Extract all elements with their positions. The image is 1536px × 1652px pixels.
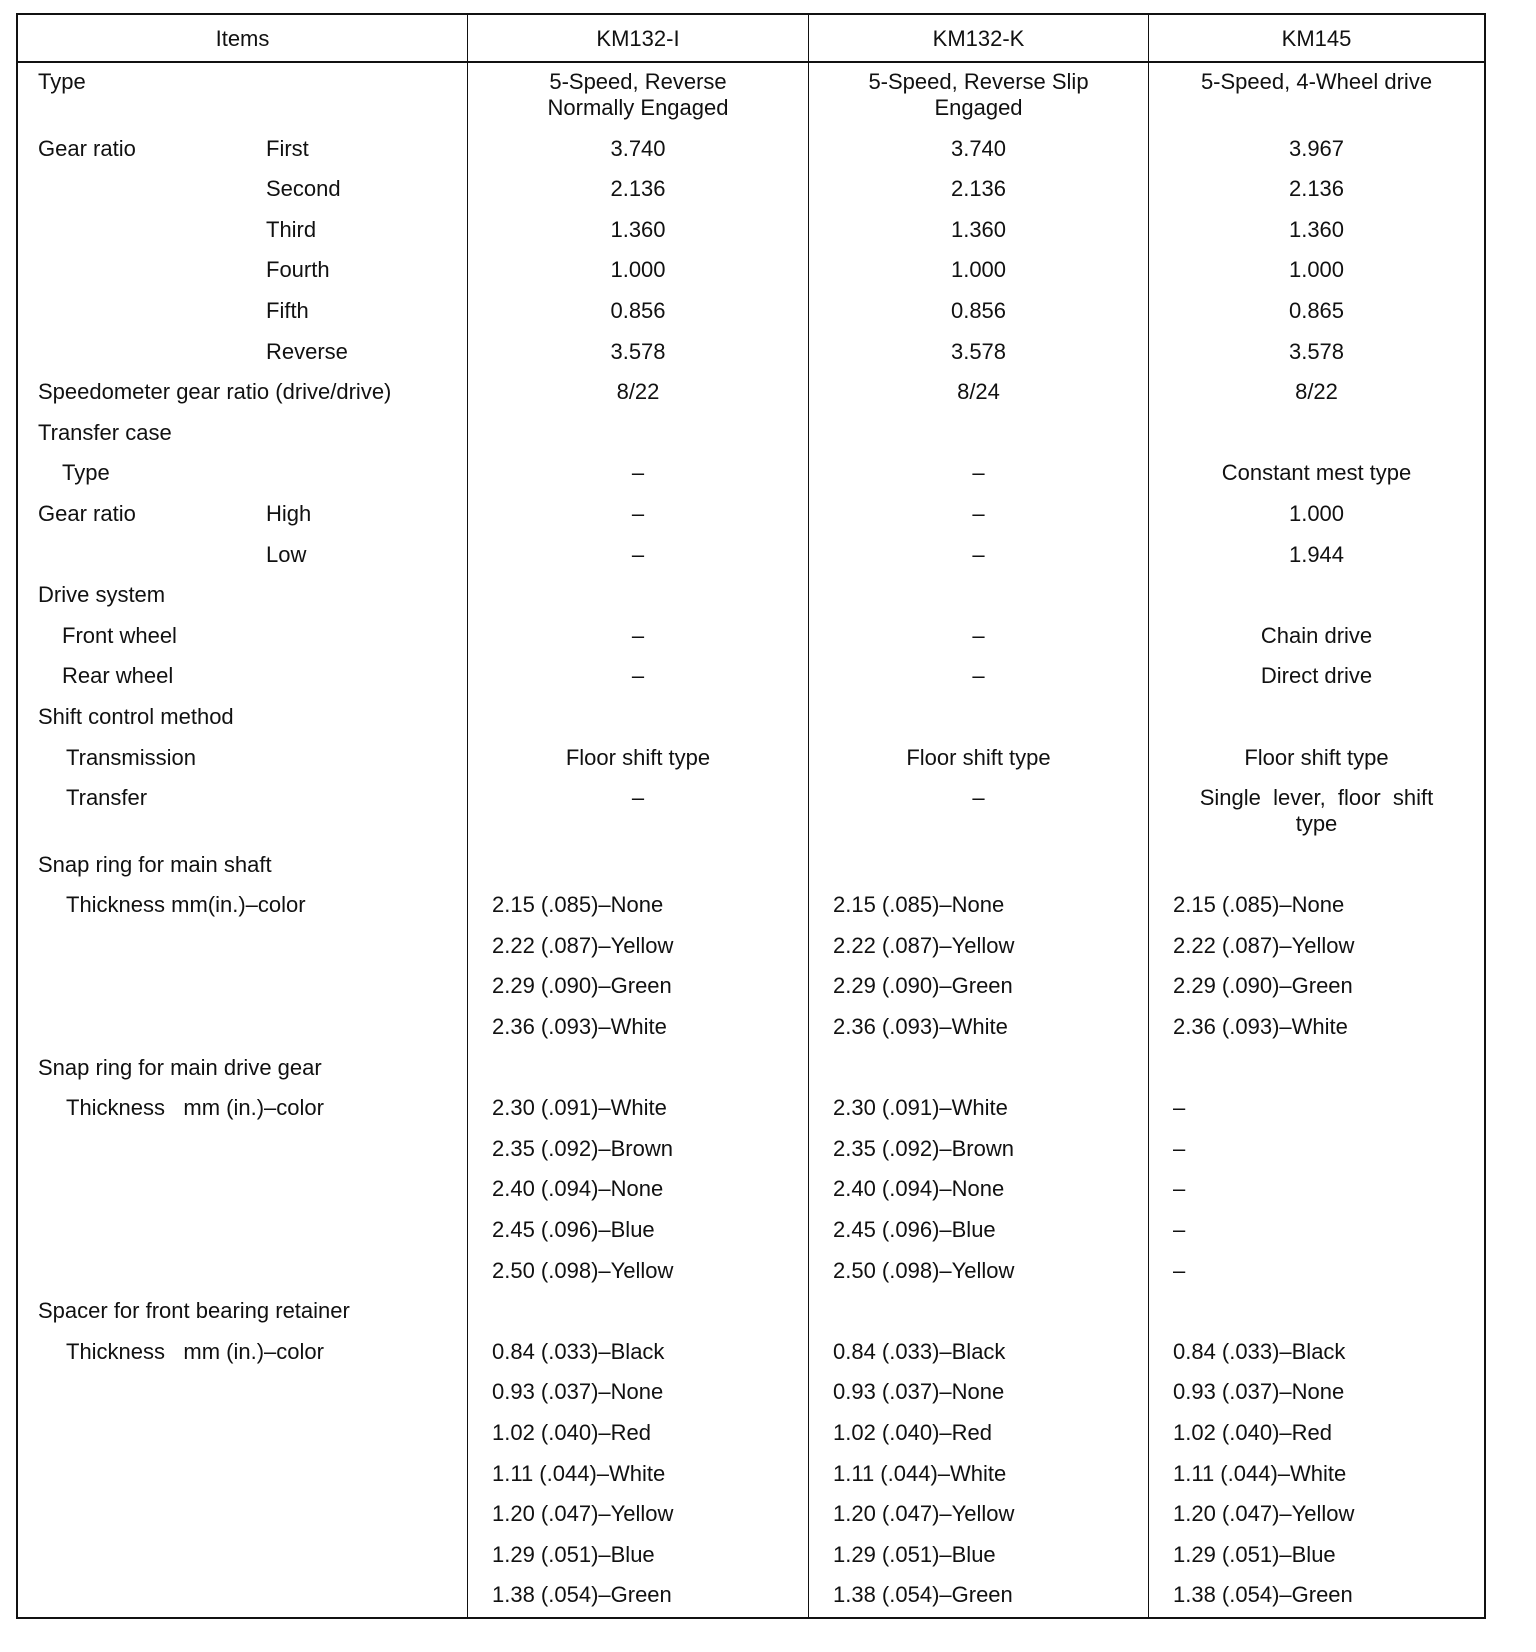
table-row <box>18 542 1484 583</box>
row-value: – <box>1173 1217 1186 1243</box>
row-value: 2.35 (.092)–Brown <box>833 1135 1014 1161</box>
row-label: Type <box>62 460 110 486</box>
row-value: 8/22 <box>1295 379 1338 405</box>
row-value: 3.967 <box>1288 135 1345 161</box>
row-sublabel: First <box>266 135 309 161</box>
row-value: – <box>1173 1257 1186 1283</box>
header-model-km132-i: KM132-I <box>596 26 680 51</box>
row-value: 1.360 <box>950 216 1007 242</box>
row-value: 1.360 <box>1288 216 1345 242</box>
row-value: – <box>631 500 645 526</box>
row-value: 1.11 (.044)–White <box>833 1460 1007 1486</box>
table-row <box>18 785 1484 852</box>
row-value: 1.20 (.047)–Yellow <box>833 1501 1015 1527</box>
row-value: 2.22 (.087)–Yellow <box>492 932 674 958</box>
row-label: Spacer for front bearing retainer <box>38 1298 350 1324</box>
row-value: 2.50 (.098)–Yellow <box>492 1257 674 1283</box>
row-value: 1.29 (.051)–Blue <box>492 1541 655 1567</box>
table-row <box>18 852 1484 893</box>
row-value: 2.22 (.087)–Yellow <box>1173 932 1355 958</box>
row-value: 1.38 (.054)–Green <box>1173 1582 1353 1608</box>
row-sublabel: Fourth <box>266 257 330 283</box>
row-value: 2.15 (.085)–None <box>833 892 1005 918</box>
row-value: 1.20 (.047)–Yellow <box>1173 1501 1355 1527</box>
row-value: 0.84 (.033)–Black <box>1173 1338 1346 1364</box>
row-value: 3.740 <box>610 135 666 161</box>
row-value: 1.000 <box>610 257 666 283</box>
table-row <box>18 704 1484 745</box>
row-value: 8/22 <box>616 379 660 405</box>
row-value: Constant mest type <box>1221 460 1412 486</box>
row-value: – <box>972 460 985 486</box>
row-label: Shift control method <box>38 703 234 729</box>
table-row <box>18 1461 1484 1502</box>
table-row <box>18 217 1484 258</box>
row-value: – <box>1173 1176 1186 1202</box>
row-value: 1.360 <box>610 216 666 242</box>
row-value: 0.93 (.037)–None <box>1173 1379 1345 1405</box>
table-row <box>18 973 1484 1014</box>
table-row <box>18 420 1484 461</box>
row-value: Floor shift type <box>1244 744 1389 770</box>
row-value: 2.29 (.090)–Green <box>833 973 1013 999</box>
row-value: 0.856 <box>610 297 666 323</box>
row-value: 2.45 (.096)–Blue <box>492 1217 655 1243</box>
table-row <box>18 1136 1484 1177</box>
row-label: Transmission <box>66 744 196 770</box>
row-value: Single lever, floor shift type <box>1199 785 1434 837</box>
row-value: Floor shift type <box>565 744 711 770</box>
row-value: 2.40 (.094)–None <box>492 1176 664 1202</box>
row-value: 1.000 <box>950 257 1007 283</box>
row-value: Direct drive <box>1260 663 1373 689</box>
row-value: Chain drive <box>1260 622 1373 648</box>
row-value: 2.36 (.093)–White <box>1173 1014 1348 1040</box>
row-value: 2.30 (.091)–White <box>833 1095 1008 1121</box>
row-sublabel: Low <box>266 541 307 567</box>
row-label: Gear ratio <box>38 135 136 161</box>
table-row <box>18 582 1484 623</box>
spec-table <box>16 13 1486 1619</box>
row-value: 8/24 <box>957 379 1000 405</box>
row-value: 2.29 (.090)–Green <box>1173 973 1353 999</box>
row-value: – <box>631 663 645 689</box>
row-sublabel: Reverse <box>266 338 348 364</box>
row-value: – <box>631 460 645 486</box>
row-label: Gear ratio <box>38 500 136 526</box>
row-value: 2.136 <box>1288 176 1345 202</box>
row-label: Transfer <box>66 785 148 811</box>
row-value: 2.22 (.087)–Yellow <box>833 932 1015 958</box>
row-value: 1.38 (.054)–Green <box>833 1582 1013 1608</box>
row-sublabel: Third <box>266 216 317 242</box>
table-row <box>18 136 1484 177</box>
row-value: 2.136 <box>610 176 666 202</box>
table-body <box>18 69 1484 1623</box>
row-sublabel: High <box>266 500 312 526</box>
table-header <box>18 15 1484 63</box>
table-row <box>18 1258 1484 1299</box>
table-row <box>18 176 1484 217</box>
row-label: Thickness mm (in.)–color <box>66 1095 324 1121</box>
row-label: Rear wheel <box>62 663 174 689</box>
row-value: 2.15 (.085)–None <box>492 892 664 918</box>
row-value: 1.11 (.044)–White <box>1173 1460 1347 1486</box>
row-sublabel: Fifth <box>266 297 309 323</box>
row-value: 5-Speed, Reverse Normally Engaged <box>547 69 729 120</box>
header-model-km132-k: KM132-K <box>932 26 1025 51</box>
row-value: – <box>1173 1135 1186 1161</box>
row-value: 1.11 (.044)–White <box>492 1460 666 1486</box>
table-row <box>18 1055 1484 1096</box>
table-row <box>18 1014 1484 1055</box>
table-row <box>18 745 1484 786</box>
table-row <box>18 1176 1484 1217</box>
table-row <box>18 460 1484 501</box>
table-row <box>18 298 1484 339</box>
row-value: 0.93 (.037)–None <box>833 1379 1005 1405</box>
table-row <box>18 1379 1484 1420</box>
row-value: 1.29 (.051)–Blue <box>1173 1541 1336 1567</box>
row-value: 1.000 <box>1288 500 1345 526</box>
row-value: 2.35 (.092)–Brown <box>492 1135 673 1161</box>
row-value: – <box>631 622 645 648</box>
row-value: – <box>972 622 985 648</box>
row-value: 1.38 (.054)–Green <box>492 1582 672 1608</box>
row-value: – <box>1173 1095 1186 1121</box>
row-sublabel: Second <box>266 176 341 202</box>
row-value: 0.93 (.037)–None <box>492 1379 664 1405</box>
row-value: – <box>972 500 985 526</box>
row-value: 2.50 (.098)–Yellow <box>833 1257 1015 1283</box>
row-value: – <box>972 541 985 567</box>
table-row <box>18 1095 1484 1136</box>
table-row <box>18 1582 1484 1623</box>
row-value: 2.36 (.093)–White <box>492 1014 667 1040</box>
row-label: Drive system <box>38 582 166 608</box>
table-row <box>18 1420 1484 1461</box>
row-value: 0.856 <box>950 297 1007 323</box>
header-items: Items <box>215 26 270 51</box>
row-label: Thickness mm (in.)–color <box>66 1338 324 1364</box>
row-value: 1.02 (.040)–Red <box>492 1420 651 1445</box>
row-value: 3.578 <box>1288 338 1345 364</box>
row-label: Type <box>38 69 86 94</box>
row-label: Speedometer gear ratio (drive/drive) <box>38 379 392 405</box>
table-row <box>18 339 1484 380</box>
table-row <box>18 379 1484 420</box>
row-value: 5-Speed, 4-Wheel drive <box>1200 69 1433 94</box>
row-value: 1.29 (.051)–Blue <box>833 1541 996 1567</box>
row-value: – <box>631 785 645 811</box>
table-row <box>18 257 1484 298</box>
row-value: 1.20 (.047)–Yellow <box>492 1501 674 1527</box>
table-row <box>18 69 1484 136</box>
row-value: 0.84 (.033)–Black <box>833 1338 1006 1364</box>
table-row <box>18 1339 1484 1380</box>
row-value: Floor shift type <box>906 744 1051 770</box>
row-value: 2.15 (.085)–None <box>1173 892 1345 918</box>
row-value: 2.29 (.090)–Green <box>492 973 672 999</box>
row-value: 0.865 <box>1288 297 1345 323</box>
row-value: 3.740 <box>950 135 1007 161</box>
table-row <box>18 501 1484 542</box>
row-value: 5-Speed, Reverse Slip Engaged <box>868 69 1089 120</box>
row-value: – <box>972 785 985 811</box>
row-value: 1.000 <box>1288 257 1345 283</box>
row-label: Thickness mm(in.)–color <box>66 892 306 918</box>
header-model-km145: KM145 <box>1281 26 1352 51</box>
row-label: Front wheel <box>62 622 177 648</box>
row-value: 2.30 (.091)–White <box>492 1095 667 1121</box>
table-row <box>18 1298 1484 1339</box>
row-value: 1.02 (.040)–Red <box>833 1420 992 1445</box>
row-value: – <box>972 663 985 689</box>
table-row <box>18 1501 1484 1542</box>
row-label: Snap ring for main drive gear <box>38 1054 322 1080</box>
table-row <box>18 623 1484 664</box>
row-value: 2.136 <box>950 176 1007 202</box>
table-row <box>18 1217 1484 1258</box>
table-row <box>18 892 1484 933</box>
row-value: 1.944 <box>1288 541 1345 567</box>
table-row <box>18 1542 1484 1583</box>
row-value: 2.36 (.093)–White <box>833 1014 1008 1040</box>
table-row <box>18 933 1484 974</box>
row-value: – <box>631 541 645 567</box>
row-value: 0.84 (.033)–Black <box>492 1338 665 1364</box>
row-label: Transfer case <box>38 419 172 445</box>
row-label: Snap ring for main shaft <box>38 851 272 877</box>
row-value: 3.578 <box>610 338 666 364</box>
row-value: 3.578 <box>950 338 1007 364</box>
row-value: 2.40 (.094)–None <box>833 1176 1005 1202</box>
table-row <box>18 663 1484 704</box>
row-value: 1.02 (.040)–Red <box>1173 1420 1332 1445</box>
row-value: 2.45 (.096)–Blue <box>833 1217 996 1243</box>
